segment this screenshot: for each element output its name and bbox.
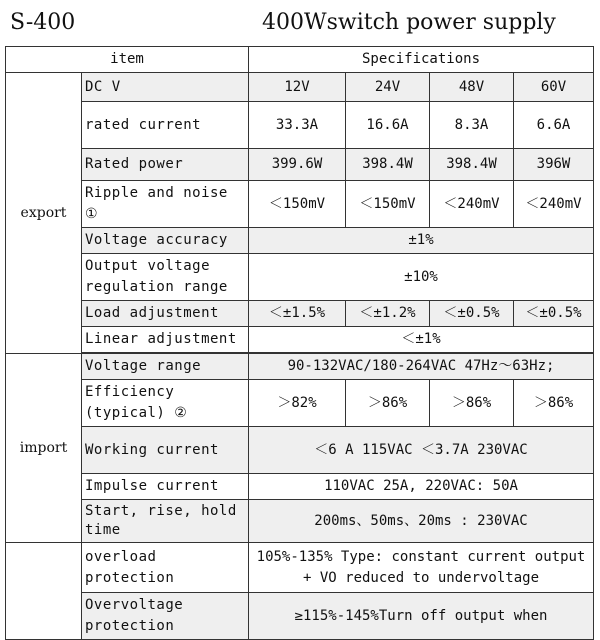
row-label-overvoltage: Overvoltage protection xyxy=(82,593,249,640)
row-label-linear-adjustment: Linear adjustment xyxy=(82,327,249,353)
load-adjustment-value: ＜±1.2% xyxy=(346,301,430,327)
voltage-accuracy-value: ±1% xyxy=(249,228,594,254)
dc-v-value: 60V xyxy=(514,73,594,102)
row-label-voltage-range: Voltage range xyxy=(82,354,249,380)
row-label-efficiency: Efficiency (typical) ② xyxy=(82,380,249,427)
start-rise-hold-value: 200ms、50ms、20ms : 230VAC xyxy=(249,500,594,543)
ripple-value: ＜150mV xyxy=(249,181,346,228)
header-specifications: Specifications xyxy=(249,47,594,73)
overvoltage-value: ≥115%-145%Turn off output when xyxy=(249,593,594,640)
load-adjustment-value: ＜±1.5% xyxy=(249,301,346,327)
efficiency-value: ＞82% xyxy=(249,380,346,427)
overload-value: 105%-135% Type: constant current output + VO reduced to undervoltage xyxy=(249,543,594,593)
row-label-ripple-noise: Ripple and noise ① xyxy=(82,181,249,228)
ripple-value: ＜240mV xyxy=(430,181,514,228)
ripple-value: ＜240mV xyxy=(514,181,594,228)
category-protection xyxy=(6,543,82,640)
efficiency-value: ＞86% xyxy=(430,380,514,427)
efficiency-value: ＞86% xyxy=(514,380,594,427)
rated-current-value: 6.6A xyxy=(514,102,594,149)
voltage-range-value: 90-132VAC/180-264VAC 47Hz～63Hz; xyxy=(249,354,594,380)
rated-power-value: 398.4W xyxy=(346,149,430,181)
row-label-rated-power: Rated power xyxy=(82,149,249,181)
rated-power-value: 399.6W xyxy=(249,149,346,181)
title-bar xyxy=(0,0,600,46)
row-label-impulse-current: Impulse current xyxy=(82,474,249,500)
rated-current-value: 8.3A xyxy=(430,102,514,149)
row-label-dc-v: DC V xyxy=(82,73,249,102)
category-export: export xyxy=(6,73,82,354)
model-number: S-400 xyxy=(10,10,76,35)
row-label-start-rise-hold: Start, rise, hold time xyxy=(82,500,249,543)
row-label-overload: overload protection xyxy=(82,543,249,593)
row-label-voltage-accuracy: Voltage accuracy xyxy=(82,228,249,254)
load-adjustment-value: ＜±0.5% xyxy=(430,301,514,327)
rated-current-value: 33.3A xyxy=(249,102,346,149)
impulse-current-value: 110VAC 25A, 220VAC: 50A xyxy=(249,474,594,500)
dc-v-value: 12V xyxy=(249,73,346,102)
linear-adjustment-value: ＜±1% xyxy=(249,327,594,353)
row-label-load-adjustment: Load adjustment xyxy=(82,301,249,327)
header-item: item xyxy=(6,47,249,73)
row-label-regulation-range: Output voltage regulation range xyxy=(82,254,249,301)
dc-v-value: 24V xyxy=(346,73,430,102)
regulation-range-value: ±10% xyxy=(249,254,594,301)
rated-power-value: 396W xyxy=(514,149,594,181)
spec-table xyxy=(5,46,594,640)
rated-current-value: 16.6A xyxy=(346,102,430,149)
ripple-value: ＜150mV xyxy=(346,181,430,228)
product-title: 400Wswitch power supply xyxy=(262,10,556,35)
dc-v-value: 48V xyxy=(430,73,514,102)
row-label-rated-current: rated current xyxy=(82,102,249,149)
efficiency-value: ＞86% xyxy=(346,380,430,427)
category-import: import xyxy=(6,354,82,543)
row-label-working-current: Working current xyxy=(82,427,249,474)
load-adjustment-value: ＜±0.5% xyxy=(514,301,594,327)
rated-power-value: 398.4W xyxy=(430,149,514,181)
working-current-value: ＜6 A 115VAC ＜3.7A 230VAC xyxy=(249,427,594,474)
